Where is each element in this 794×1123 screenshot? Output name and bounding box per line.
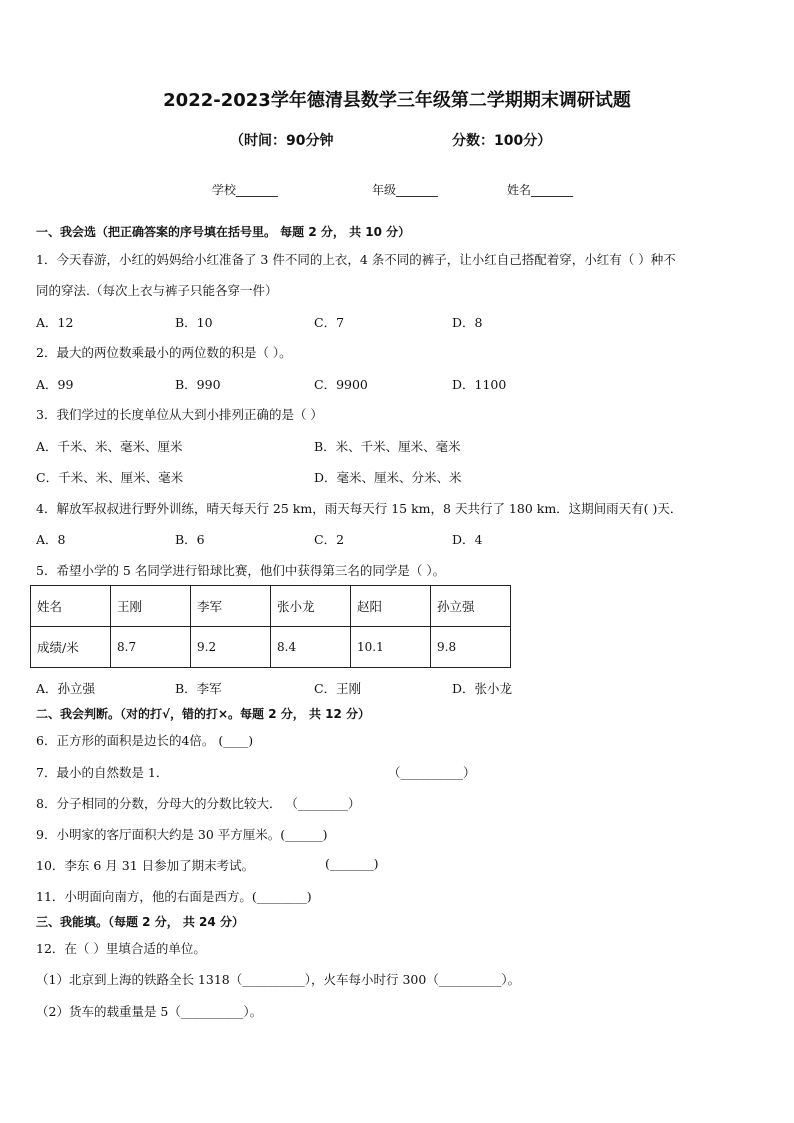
- time-label: （时间：90分钟: [230, 133, 334, 149]
- q12-part2: （2）货车的载重量是 5（__________）。: [36, 1004, 263, 1019]
- q1-option-a: A．12: [36, 315, 74, 330]
- page-title: 2022-2023学年德清县数学三年级第二学期期末调研试题: [163, 90, 631, 111]
- q11-text: 11．小明面向南方，他的右面是西方。(________): [36, 889, 312, 904]
- name-field: 姓名_______: [507, 183, 574, 197]
- table-row: [31, 586, 511, 627]
- q3-text: 3．我们学过的长度单位从大到小排列正确的是（ ）: [36, 407, 323, 422]
- section3-heading: 三、我能填。（每题 2 分， 共 24 分）: [36, 915, 244, 929]
- table-row: [31, 627, 511, 668]
- table-cell: 张小龙: [271, 586, 351, 627]
- q6-text: 6．正方形的面积是边长的4倍。 (____): [36, 733, 254, 748]
- table-cell: 8.7: [111, 627, 191, 668]
- q10-blank: (_______): [325, 856, 379, 871]
- q12-part1: （1）北京到上海的铁路全长 1318（__________），火车每小时行 300（__________）。: [36, 972, 521, 987]
- q2-option-b: B．990: [175, 377, 221, 392]
- q4-text: 4．解放军叔叔进行野外训练，晴天每天行 25 km，雨天每天行 15 km，8 天共行了 180 km．这期间雨天有( )天．: [36, 501, 683, 516]
- q1-option-b: B．10: [175, 315, 213, 330]
- table-cell: 8.4: [271, 627, 351, 668]
- section1-heading: 一、我会选（把正确答案的序号填在括号里。 每题 2 分， 共 10 分）: [36, 225, 411, 239]
- q3-option-b: B．米、千米、厘米、毫米: [314, 439, 461, 454]
- q1-option-c: C．7: [314, 315, 345, 330]
- q4-option-c: C．2: [314, 532, 345, 547]
- q7-text: 7．最小的自然数是 1．: [36, 765, 169, 780]
- table-cell: 王刚: [111, 586, 191, 627]
- table-cell: 9.8: [431, 627, 511, 668]
- q5-option-a: A．孙立强: [36, 681, 96, 696]
- q10-text: 10．李东 6 月 31 日参加了期末考试。: [36, 858, 255, 873]
- score-label: 分数：100分）: [452, 133, 552, 149]
- q9-text: 9．小明家的客厅面积大约是 30 平方厘米。(______): [36, 827, 328, 842]
- table-cell: 姓名: [31, 586, 111, 627]
- q5-option-c: C．王刚: [314, 681, 362, 696]
- q3-option-d: D．毫米、厘米、分米、米: [314, 470, 462, 485]
- q2-text: 2．最大的两位数乘最小的两位数的积是（ ）。: [36, 345, 292, 360]
- q2-option-d: D．1100: [452, 377, 507, 392]
- q2-option-a: A．99: [36, 377, 74, 392]
- q3-option-c: C．千米、米、厘米、毫米: [36, 470, 184, 485]
- q1-line1: 1．今天春游，小红的妈妈给小红准备了 3 件不同的上衣，4 条不同的裤子，让小红自己搭配着穿，小红有（ ）种不: [36, 252, 676, 267]
- school-field: 学校_______: [212, 183, 279, 197]
- grade-field: 年级_______: [372, 183, 439, 197]
- q4-option-b: B．6: [175, 532, 205, 547]
- q3-option-a: A．千米、米、毫米、厘米: [36, 439, 183, 454]
- table-cell: 成绩/米: [31, 627, 111, 668]
- q7-blank: （__________）: [388, 765, 476, 780]
- q4-option-a: A．8: [36, 532, 66, 547]
- q2-option-c: C．9900: [314, 377, 368, 392]
- table-cell: 9.2: [191, 627, 271, 668]
- q4-option-d: D．4: [452, 532, 483, 547]
- table-cell: 赵阳: [351, 586, 431, 627]
- q1-line2: 同的穿法.（每次上衣与裤子只能各穿一件）: [36, 283, 278, 298]
- q5-text: 5．希望小学的 5 名同学进行铅球比赛，他们中获得第三名的同学是（ ）。: [36, 563, 446, 578]
- q1-option-d: D．8: [452, 315, 483, 330]
- score-table: [30, 585, 511, 668]
- q5-option-b: B．李军: [175, 681, 222, 696]
- table-cell: 10.1: [351, 627, 431, 668]
- q12-text: 12．在（ ）里填合适的单位。: [36, 941, 206, 956]
- q5-option-d: D．张小龙: [452, 681, 513, 696]
- table-cell: 孙立强: [431, 586, 511, 627]
- q8-text: 8．分子相同的分数，分母大的分数比较大． （________）: [36, 796, 361, 811]
- table-cell: 李军: [191, 586, 271, 627]
- section2-heading: 二、我会判断。（对的打√，错的打×。每题 2 分， 共 12 分）: [36, 707, 370, 721]
